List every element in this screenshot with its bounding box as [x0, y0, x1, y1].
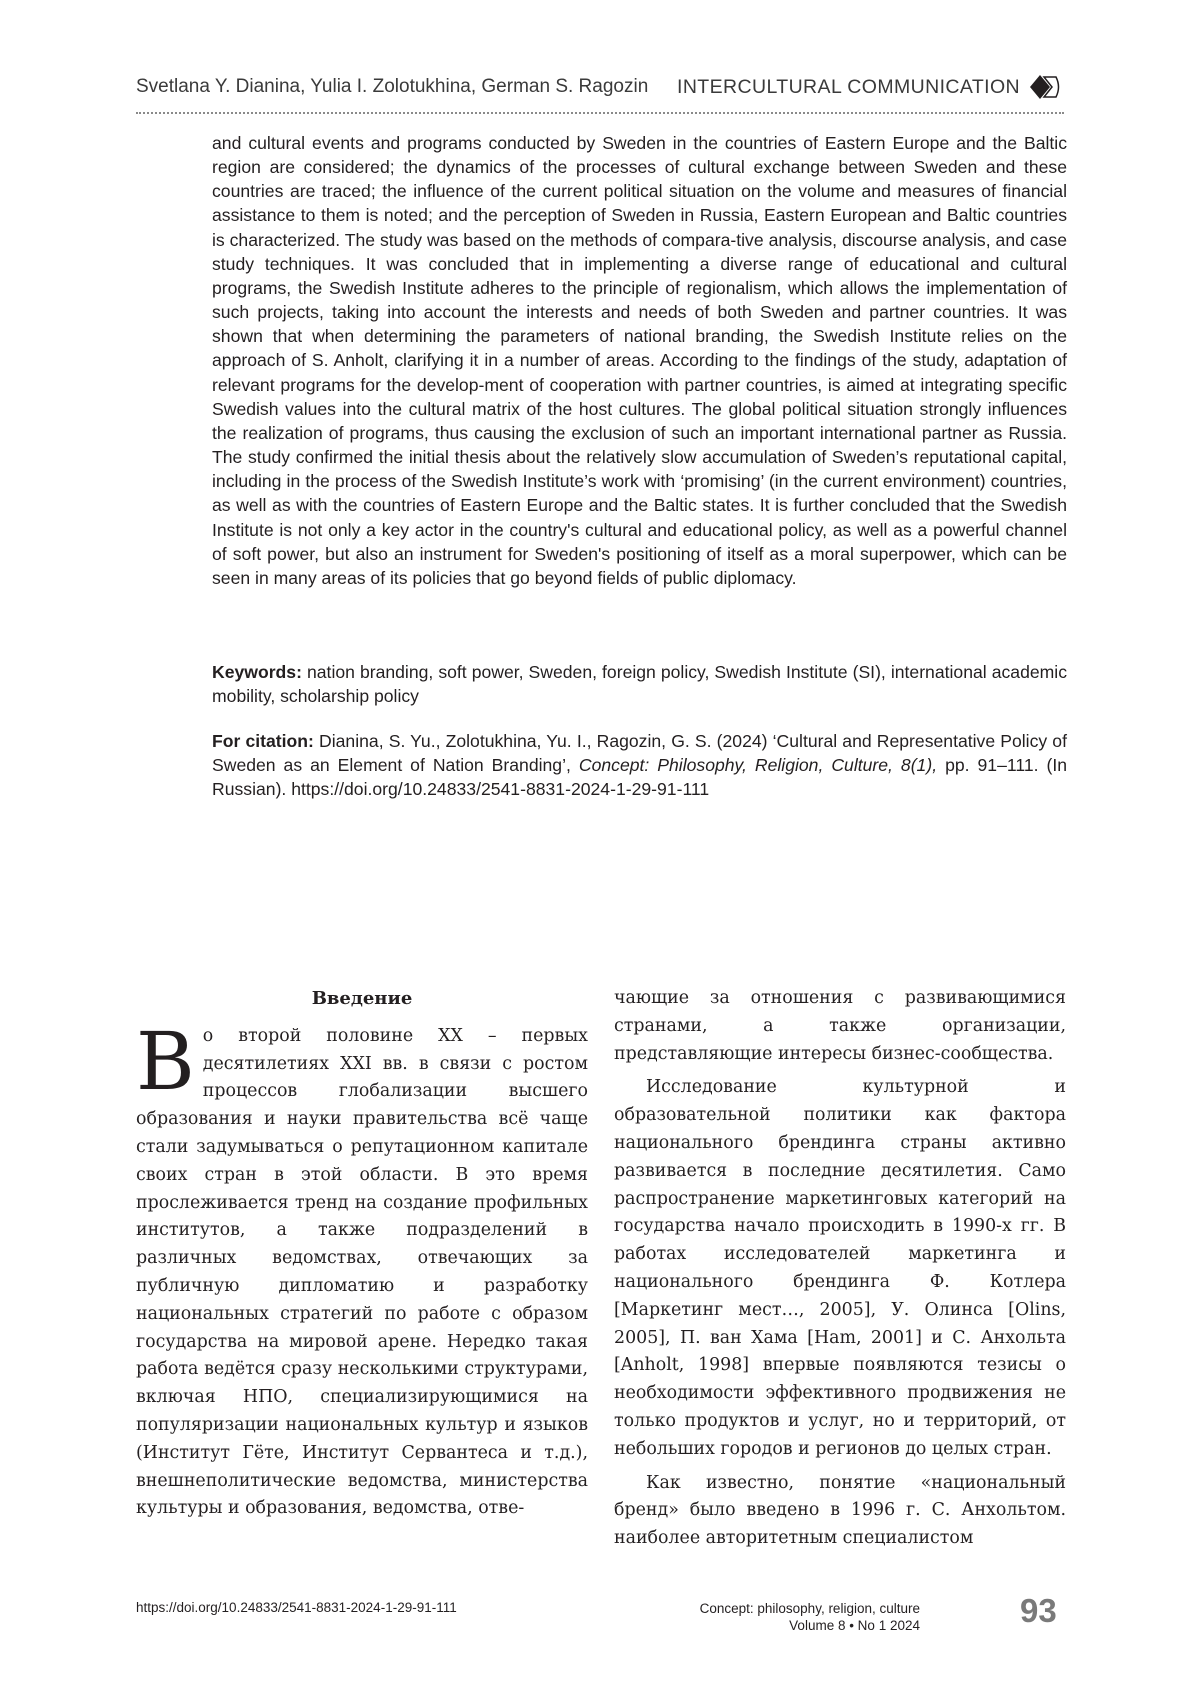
- keywords-label: Keywords:: [212, 662, 302, 682]
- keywords: [212, 660, 1067, 708]
- intro-paragraph-3: Как известно, понятие «национальный бренд» было введено в 1996 г. С. Анхольтом. наиболее авторитетным специалистом: [614, 1472, 1066, 1549]
- citation-label: For citation:: [212, 731, 314, 751]
- citation-text-before: Dianina, S. Yu., Zolotukhina, Yu. I., Ragozin, G. S. (2024) ‘Cultural and Representative Policy of Sweden as an Element of Nation Branding’,: [212, 731, 1067, 776]
- citation-journal: Concept: Philosophy, Religion, Culture, 8(1),: [578, 755, 938, 776]
- running-header-section: INTERCULTURAL COMMUNICATION: [677, 76, 1021, 98]
- abstract: [212, 131, 1067, 590]
- keywords-text: nation branding, soft power, Sweden, foreign policy, Swedish Institute (SI), international academic mobility, scholarship policy: [212, 662, 1068, 707]
- intro-paragraph-1: [136, 1014, 588, 1523]
- intro-paragraph-1-continued: чающие за отношения с развивающимися странами, а также организации, представляющие интересы бизнес-сообщества.: [614, 988, 1066, 1064]
- page-number: 93: [1020, 1592, 1057, 1629]
- citation-text-after: pp. 91–111. (In Russian). https://doi.org/10.24833/2541-8831-2024-1-29-91-111: [212, 755, 1067, 800]
- section-title: Введение: [311, 988, 413, 1009]
- section-diamond-icon: [1030, 73, 1062, 101]
- body-column-right: [614, 985, 1066, 1553]
- footer-issue: Volume 8 • No 1 2024: [789, 1618, 920, 1633]
- citation: [212, 729, 1067, 802]
- footer-journal: [620, 1600, 920, 1634]
- intro-paragraph-2: Исследование культурной и образовательной политики как фактора национального брендинга страны активно развивается в последние десятилетия. Само распространение маркетинговых категорий на государства начало происходить в 1990-х гг. В работах исследователей маркетинга и национального брендинга Ф. Котлера [Маркетинг мест…, 2005], У. Олинса [Olins, 2005], П. ван Хама [Ham, 2001] и С. Анхольта [Anholt, 1998] впервые появляются тезисы о необходимости эффективного продвижения не только продуктов и услуг, но и территорий, от небольших городов и регионов до целых стран.: [614, 1077, 1066, 1459]
- drop-cap: В: [136, 1014, 195, 1108]
- footer-doi: https://doi.org/10.24833/2541-8831-2024-1-29-91-111: [136, 1600, 457, 1615]
- header-divider: [136, 112, 1064, 114]
- abstract-text: and cultural events and programs conducted by Sweden in the countries of Eastern Europe and the Baltic region are considered; the dynamics of the processes of cultural exchange between Sweden and these countries are traced; the influence of the current political situation on the volume and measures of financial assistance to them is noted; and the perception of Sweden in Russia, Eastern European and Baltic countries is characterized. The study was based on the methods of compara-tive analysis, discourse analysis, and case study techniques. It was concluded that in implementing a diverse range of educational and cultural programs, the Swedish Institute adheres to the principle of regionalism, which allows the implementation of such projects, taking into account the interests and needs of both Sweden and partner countries. It was shown that when determining the parameters of national branding, the Swedish Institute relies on the approach of S. Anholt, clarifying it in a number of areas. According to the findings of the study, adaptation of relevant programs for the develop-ment of cooperation with partner countries, is aimed at integrating specific Swedish values into the cultural matrix of the host cultures. The global political situation strongly influences the realization of programs, thus causing the exclusion of such an important international partner as Russia. The study confirmed the initial thesis about the relatively slow accumulation of Sweden’s reputational capital, including in the process of the Swedish Institute’s work with ‘promising’ (in the current environment) countries, as well as with the countries of Eastern Europe and the Baltic states. It is further concluded that the Swedish Institute is not only a key actor in the country's cultural and educational policy, as well as a powerful channel of soft power, but also an instrument for Sweden's positioning of itself as a moral superpower, which can be seen in many areas of its policies that go beyond fields of public diplomacy.: [212, 133, 1067, 588]
- intro-paragraph-1-text: о второй половине XX – первых десятилетиях XXI вв. в связи с ростом процессов глобализации высшего образования и науки правительства всё чаще стали задумываться о репутационном капитале своих стран в этой области. В это время прослеживается тренд на создание профильных институтов, а также подразделений в различных ведомствах, отвечающих за публичную дипломатию и разработку национальных стратегий по работе с образом государства на мировой арене. Нередко такая работа ведётся сразу несколькими структурами, включая НПО, специализирующимися на популяризации национальных культур и языков (Институт Гёте, Институт Сервантеса и т.д.), внешнеполитические ведомства, министерства культуры и образования, ведомства, отве-: [136, 1025, 588, 1519]
- footer-journal-title: Concept: philosophy, religion, culture: [699, 1601, 920, 1616]
- body-column-left: [136, 985, 588, 1523]
- running-header-authors: Svetlana Y. Dianina, Yulia I. Zolotukhina, German S. Ragozin: [136, 76, 649, 97]
